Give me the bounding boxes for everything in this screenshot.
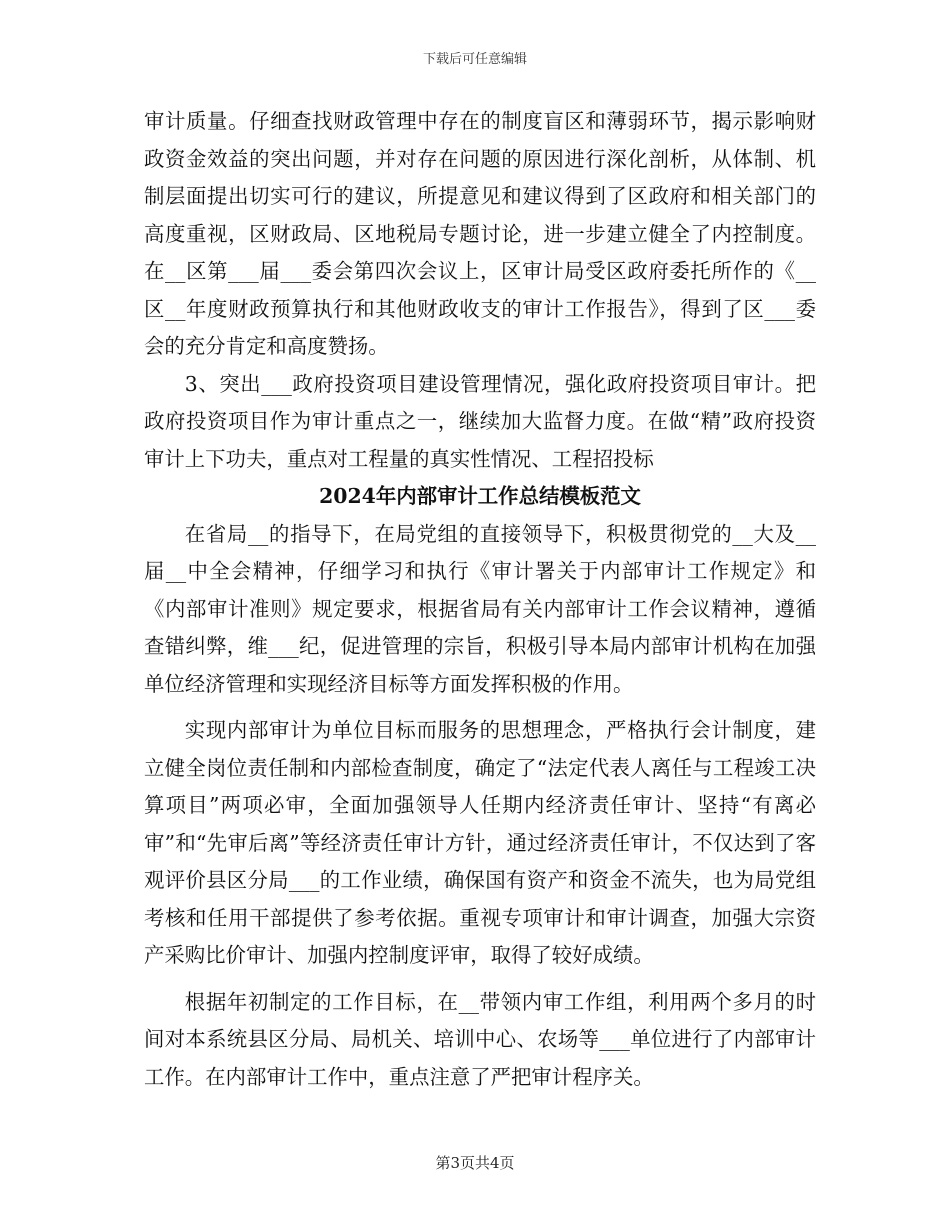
paragraph-1: 在省局__的指导下，在局党组的直接领导下，积极贯彻党的__大及__届__中全会精神，仔细学习和执行《审计署关于内部审计工作规定》和《内部审计准则》规定要求，根据省局有关内部审计工作会议精神，遵循查错纠弊，维___纪，促进管理的宗旨，积极引导本局内部审计机构在加强单位经济管理和实现经济目标等方面发挥积极的作用。 [144,521,816,696]
paragraph-item-3: 3、突出___政府投资项目建设管理情况，强化政府投资项目审计。把政府投资项目作为审计重点之一，继续加大监督力度。在做“精”政府投资审计上下功夫，重点对工程量的真实性情况、工程招投标 [144,371,816,471]
paragraph-continued: 审计质量。仔细查找财政管理中存在的制度盲区和薄弱环节，揭示影响财政资金效益的突出问题，并对存在问题的原因进行深化剖析，从体制、机制层面提出切实可行的建议，所提意见和建议得到了区政府和相关部门的高度重视，区财政局、区地税局专题讨论，进一步建立健全了内控制度。在__区第___届___委会第四次会议上，区审计局受区政府委托所作的《__区__年度财政预算执行和其他财政收支的审计工作报告》，得到了区___委会的充分肯定和高度赞扬。 [144,109,816,358]
paragraph-3: 根据年初制定的工作目标，在__带领内审工作组，利用两个多月的时间对本系统县区分局、局机关、培训中心、农场等___单位进行了内部审计工作。在内部审计工作中，重点注意了严把审计程序关。 [144,989,816,1089]
document-body [144,103,816,1096]
document-title: 2024年内部审计工作总结模板范文 [319,484,641,508]
paragraph-2: 实现内部审计为单位目标而服务的思想理念，严格执行会计制度，建立健全岗位责任制和内部检查制度，确定了“法定代表人离任与工程竣工决算项目”两项必审，全面加强领导人任期内经济责任审计、坚持“有离必审”和“先审后离”等经济责任审计方针，通过经济责任审计，不仅达到了客观评价县区分局___的工作业绩，确保国有资产和资金不流失，也为局党组考核和任用干部提供了参考依据。重视专项审计和审计调查，加强大宗资产采购比价审计、加强内控制度评审，取得了较好成绩。 [144,718,816,967]
page-number: 第3页共4页 [435,1154,515,1172]
page-header-note: 下载后可任意编辑 [422,52,527,67]
